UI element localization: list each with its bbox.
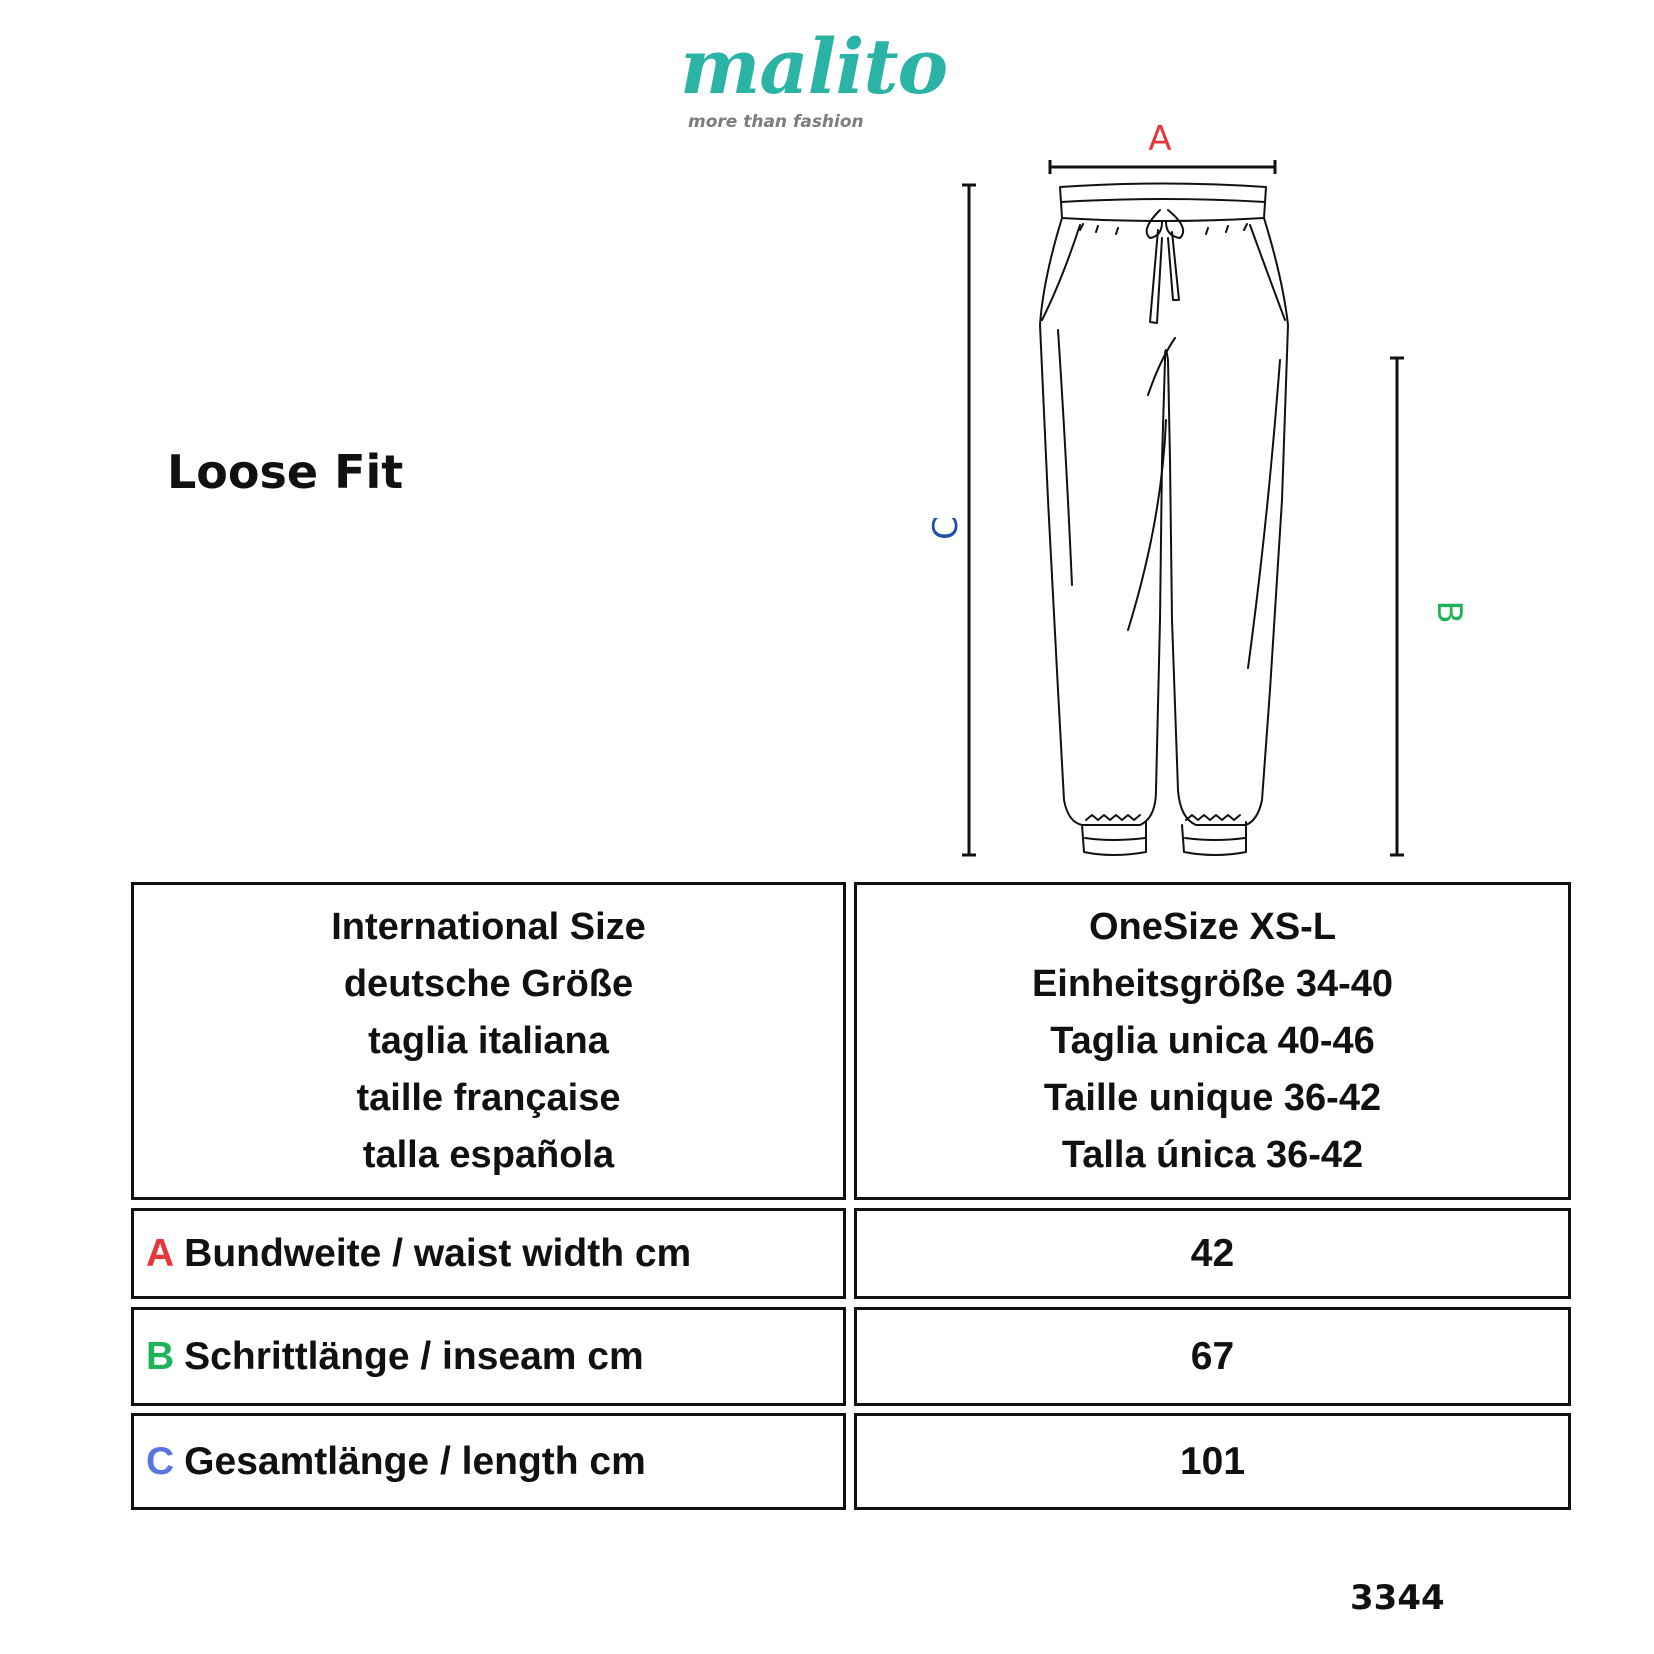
dimension-c [926,185,976,855]
measurement-label: Schrittlänge / inseam cm [184,1334,644,1378]
model-number: 3344 [1350,1578,1445,1618]
dimension-b-label: B [1429,600,1469,624]
measurement-label: Bundweite / waist width cm [184,1231,692,1275]
measurement-row-c-value [854,1413,1571,1510]
measurement-row-c-label [131,1413,846,1510]
international-size-cell [131,882,846,1200]
dimension-a [1050,119,1275,174]
size-label-line: International Size [331,905,646,948]
measurement-value: 67 [1190,1334,1235,1378]
size-value-line: Einheitsgröße 34-40 [1031,962,1394,1005]
fit-title: Loose Fit [167,445,404,499]
dimension-a-label: A [1148,119,1172,159]
measurement-value: 42 [1190,1231,1235,1275]
size-value-line: Talla única 36-42 [1061,1133,1364,1176]
logo-tagline: more than fashion [688,112,864,132]
logo-wordmark: malito [680,22,948,111]
measurement-value: 101 [1179,1439,1246,1483]
size-label-line: taglia italiana [368,1019,609,1062]
dimension-b [1390,358,1469,855]
pants-outline [1040,184,1288,856]
size-value-line: Taglia unica 40-46 [1050,1019,1375,1062]
measurement-letter-b: B [146,1334,175,1378]
size-label-line: deutsche Größe [343,962,634,1005]
measurement-row-b-value [854,1307,1571,1406]
measurement-row-a-value [854,1208,1571,1299]
measurement-letter-a: A [146,1231,175,1275]
dimension-c-label: C [926,516,966,540]
size-value-line: Taille unique 36-42 [1043,1076,1382,1119]
measurement-row-a-label [131,1208,846,1299]
size-label-line: taille française [356,1076,621,1119]
measurement-label: Gesamtlänge / length cm [184,1439,646,1483]
measurement-letter-c: C [146,1439,175,1483]
measurement-row-b-label [131,1307,846,1406]
size-label-line: talla española [362,1133,615,1176]
onesize-cell [854,882,1571,1200]
size-value-line: OneSize XS-L [1088,905,1337,948]
